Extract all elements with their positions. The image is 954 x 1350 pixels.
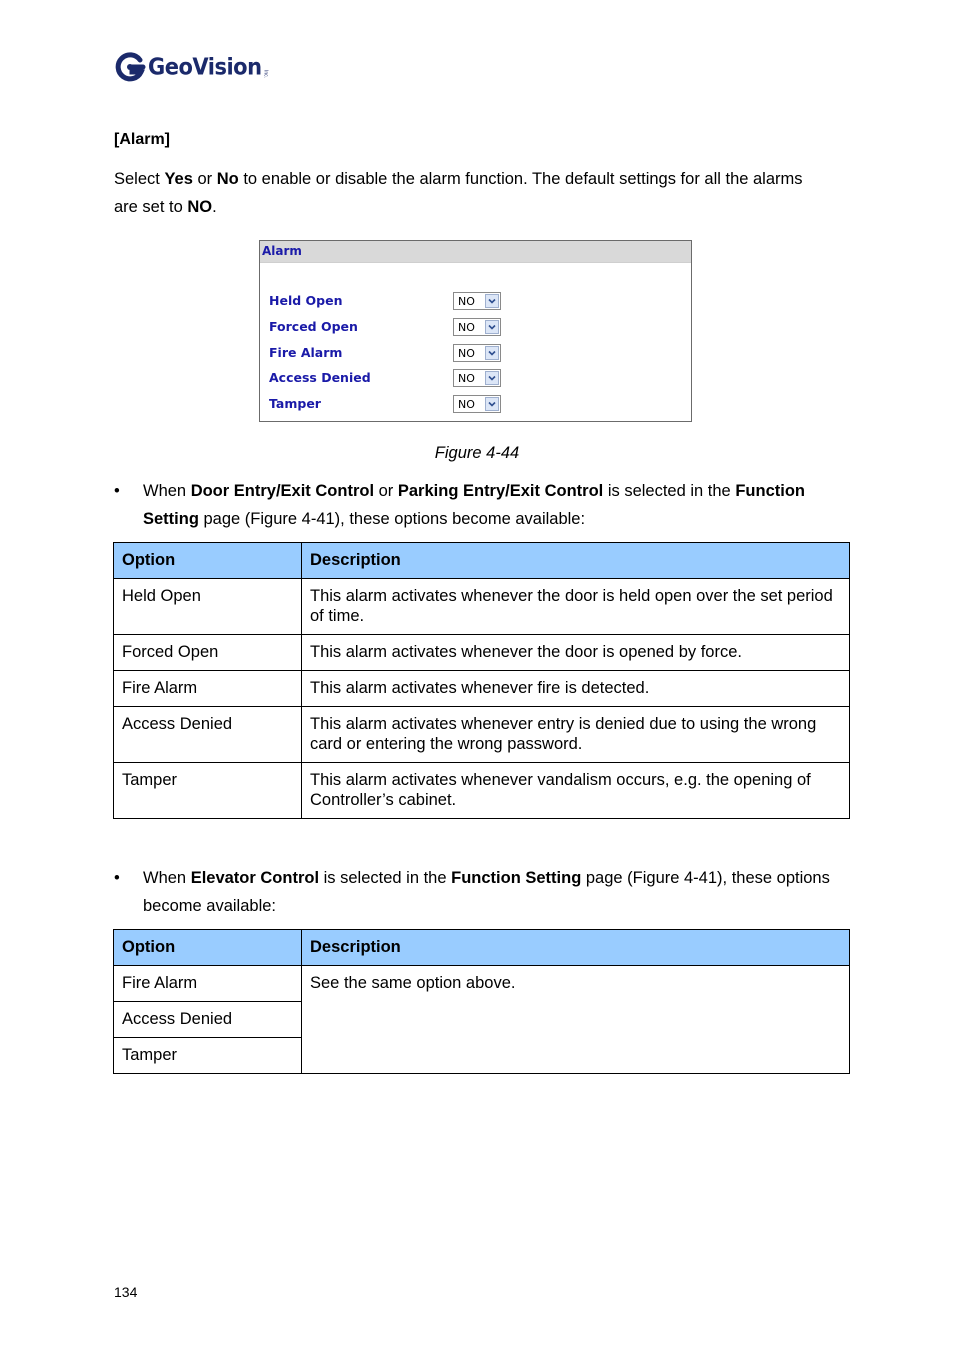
alarm-row-fire-alarm	[269, 344, 689, 364]
header-option: Option	[114, 543, 302, 579]
table-row	[114, 763, 850, 819]
table-header-row	[114, 543, 850, 579]
alarm-panel-title: Alarm	[260, 241, 691, 263]
table-row	[114, 707, 850, 763]
chevron-down-icon[interactable]	[485, 320, 499, 334]
chevron-down-icon[interactable]	[485, 346, 499, 360]
option-cell: Fire Alarm	[114, 671, 302, 707]
description-cell: This alarm activates whenever the door is opened by force.	[302, 635, 850, 671]
bullet-text: When Elevator Control is selected in the Function Setting page (Figure 4-41), these options become available:	[143, 869, 830, 915]
header-description: Description	[302, 930, 850, 966]
chevron-down-icon[interactable]	[485, 294, 499, 308]
table-row	[114, 966, 850, 1002]
description-cell: This alarm activates whenever the door is held open over the set period of time.	[302, 579, 850, 635]
select-value: NO	[458, 347, 475, 360]
description-cell: This alarm activates whenever vandalism occurs, e.g. the opening of Controller’s cabinet.	[302, 763, 850, 819]
alarm-row-forced-open	[269, 318, 689, 338]
options-table-door-parking	[113, 542, 850, 819]
chevron-down-icon[interactable]	[485, 397, 499, 411]
table-row	[114, 671, 850, 707]
select-value: NO	[458, 295, 475, 308]
bullet-dot: •	[114, 482, 120, 500]
alarm-label: Fire Alarm	[269, 345, 343, 360]
header-option: Option	[114, 930, 302, 966]
geovision-swirl-icon	[114, 51, 146, 83]
select-value: NO	[458, 372, 475, 385]
alarm-settings-panel	[259, 240, 692, 422]
table-header-row	[114, 930, 850, 966]
option-cell: Tamper	[114, 1038, 302, 1074]
alarm-label: Held Open	[269, 293, 343, 308]
alarm-label: Forced Open	[269, 319, 358, 334]
description-cell: See the same option above.	[302, 966, 850, 1074]
logo-trademark: Inc.	[262, 69, 269, 78]
bullet-door-parking	[114, 477, 834, 533]
alarm-label: Access Denied	[269, 370, 371, 385]
chevron-down-icon[interactable]	[485, 371, 499, 385]
select-value: NO	[458, 398, 475, 411]
option-cell: Access Denied	[114, 1002, 302, 1038]
geovision-logo	[114, 50, 269, 84]
intro-paragraph: Select Yes or No to enable or disable the alarm function. The default settings for all the alarms are set to NO.	[114, 170, 803, 216]
bullet-text: When Door Entry/Exit Control or Parking Entry/Exit Control is selected in the Function Setting page (Figure 4-41), these options become available:	[143, 482, 805, 528]
tamper-select[interactable]	[453, 395, 501, 413]
options-table-elevator	[113, 929, 850, 1074]
alarm-label: Tamper	[269, 396, 321, 411]
option-cell: Tamper	[114, 763, 302, 819]
description-cell: This alarm activates whenever entry is denied due to using the wrong card or entering the wrong password.	[302, 707, 850, 763]
table-row	[114, 579, 850, 635]
alarm-row-access-denied	[269, 369, 689, 389]
logo-text: GeoVision	[148, 54, 262, 80]
header-description: Description	[302, 543, 850, 579]
section-title: [Alarm]	[114, 131, 171, 148]
description-cell: This alarm activates whenever fire is detected.	[302, 671, 850, 707]
forced-open-select[interactable]	[453, 318, 501, 336]
option-cell: Fire Alarm	[114, 966, 302, 1002]
table-row	[114, 635, 850, 671]
bullet-dot: •	[114, 869, 120, 887]
option-cell: Forced Open	[114, 635, 302, 671]
held-open-select[interactable]	[453, 292, 501, 310]
alarm-row-held-open	[269, 292, 689, 312]
fire-alarm-select[interactable]	[453, 344, 501, 362]
alarm-row-tamper	[269, 395, 689, 415]
access-denied-select[interactable]	[453, 369, 501, 387]
bullet-elevator	[114, 864, 834, 920]
figure-caption: Figure 4-44	[434, 444, 520, 462]
select-value: NO	[458, 321, 475, 334]
page-number: 134	[114, 1284, 138, 1300]
option-cell: Held Open	[114, 579, 302, 635]
option-cell: Access Denied	[114, 707, 302, 763]
